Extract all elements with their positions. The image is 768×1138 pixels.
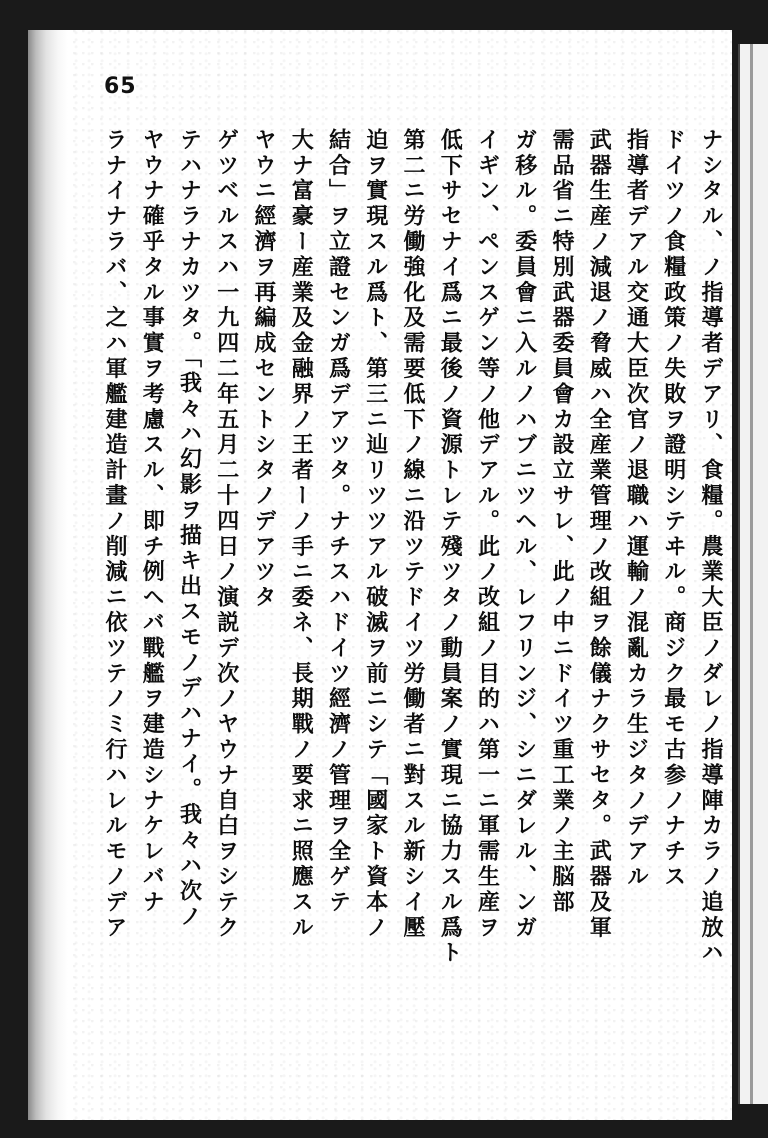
adjacent-page-edge — [738, 44, 768, 1104]
text-column: 第二ニ労働強化及需要低下ノ線ニ沿ツテドイツ労働者ニ對スル新シイ壓 — [400, 128, 426, 941]
vertical-text-block — [98, 128, 728, 1068]
text-column: ゲツベルスハ一九四二年五月二十四日ノ演説デ次ノヤウナ自白ヲシテク — [213, 128, 240, 941]
text-column: ヤウニ經濟ヲ再編成セントシタノデアツタ — [251, 128, 277, 611]
text-column: 迫ヲ實現スル爲ト、第三ニ辿リツツアル破滅ヲ前ニシテ「國家ト資本ノ — [362, 128, 389, 941]
text-column: ナシタル、ノ指導者デアリ、食糧。農業大臣ノダレノ指導陣カラノ追放ハ — [698, 128, 724, 967]
text-column: ドイツノ食糧政策ノ失敗ヲ證明シテヰル。商ジク最モ古参ノナチス — [660, 128, 687, 890]
text-column: 武器生産ノ減退ノ脅威ハ全産業管理ノ改組ヲ餘儀ナクサセタ。武器及軍 — [586, 128, 613, 941]
text-column: テハナラナカツタ。「我々ハ幻影ヲ描キ出スモノデハナイ。我々ハ次ノ — [176, 128, 203, 930]
book-page — [28, 30, 732, 1120]
page-number: 65 — [104, 74, 137, 99]
page-edge-line — [750, 44, 753, 1104]
text-column: 結合」ヲ立證センガ爲デアツタ。ナチスハドイツ經濟ノ管理ヲ全ゲテ — [325, 128, 352, 916]
text-column: イギン、ペンスゲン等ノ他デアル。此ノ改組ノ目的ハ第一ニ軍需生産ヲ — [474, 128, 501, 941]
page-gutter-shadow — [28, 30, 68, 1120]
text-column: 低下サセナイ爲ニ最後ノ資源トレテ殘ツタノ動員案ノ實現ニ協力スル爲ト — [437, 128, 464, 967]
text-column: ラナイナラバ、之ハ軍艦建造計畫ノ削減ニ依ツテノミ行ハレルモノデア — [102, 128, 128, 941]
text-column: 需品省ニ特別武器委員會カ設立サレ、此ノ中ニドイツ重工業ノ主脳部 — [549, 128, 575, 916]
text-column: ヤウナ確乎タル事實ヲ考慮スル、即チ例ヘバ戰艦ヲ建造シナケレバナ — [139, 128, 166, 916]
text-column: ガ移ル。委員會ニ入ルノハブニツヘル、レフリンジ、シニダレル、ンガ — [511, 128, 538, 941]
text-column: 指導者デアル交通大臣次官ノ退職ハ運輸ノ混亂カラ生ジタノデアル — [623, 128, 650, 890]
text-column: 大ナ富豪ー産業及金融界ノ王者ーノ手ニ委ネ、長期戰ノ要求ニ照應スル — [288, 128, 315, 941]
